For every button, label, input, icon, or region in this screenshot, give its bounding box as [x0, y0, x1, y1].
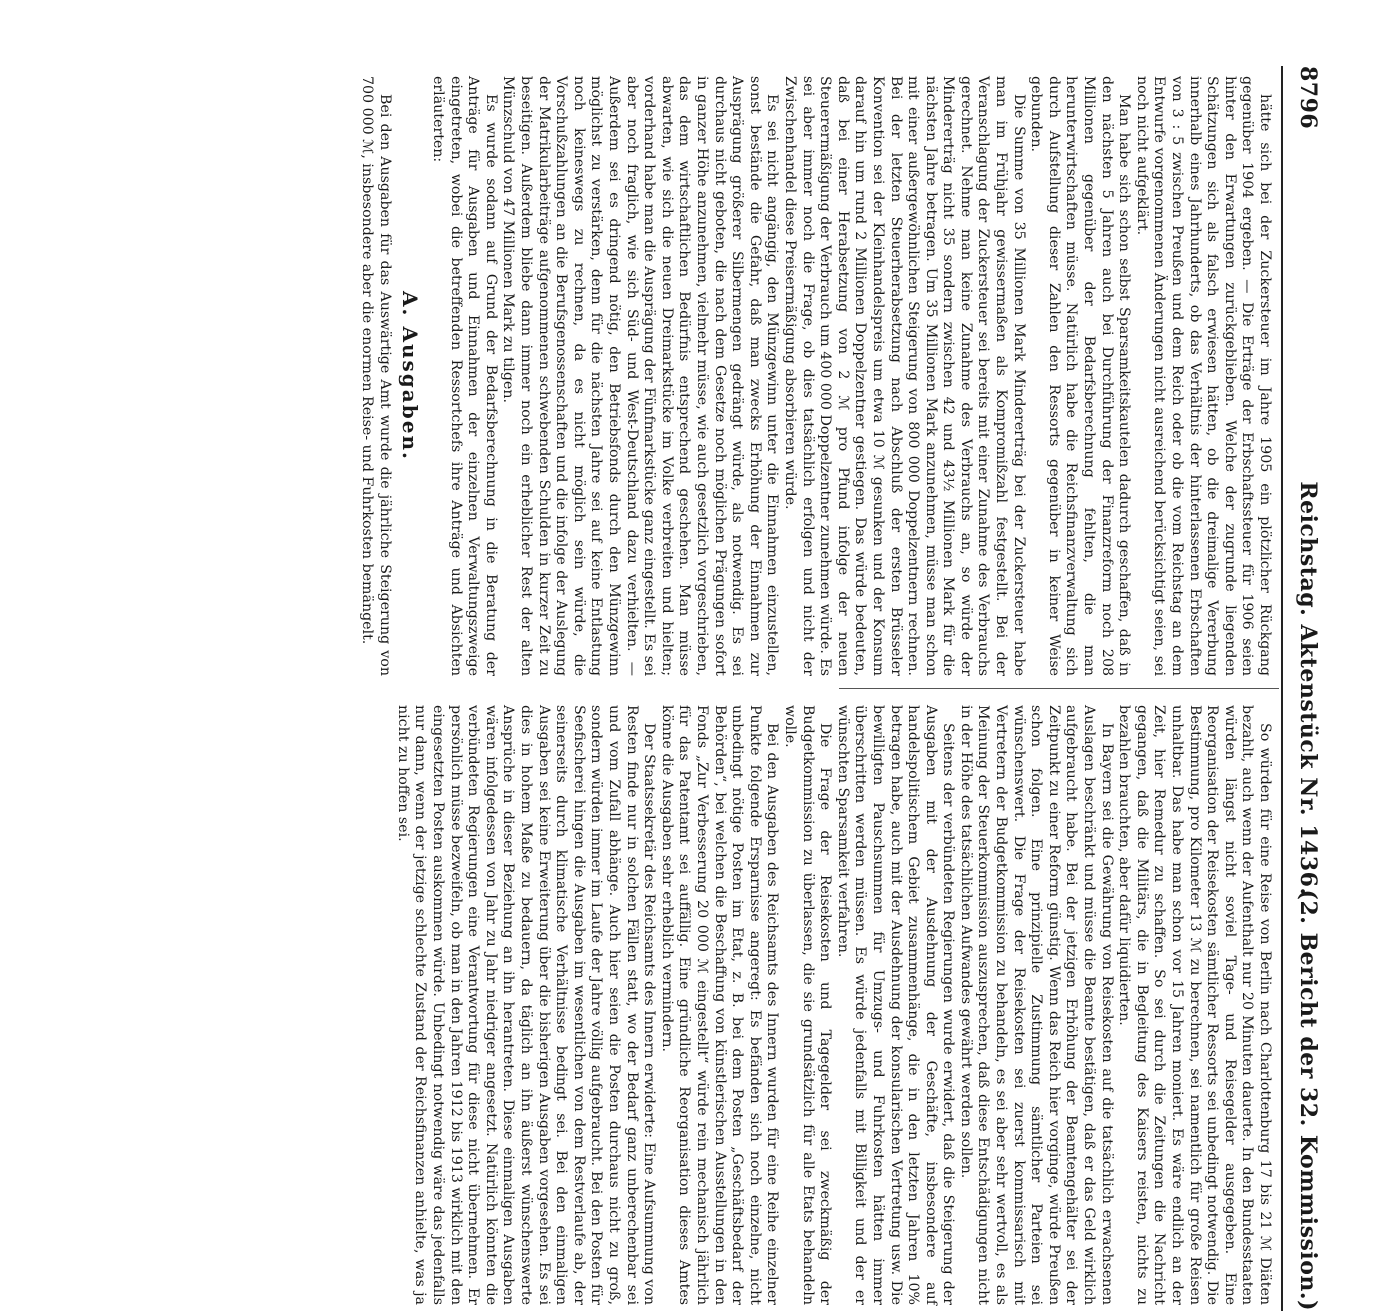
paragraph: In Bayern sei die Gewährung von Reisekosten auf die tatsächlich erwachsenen Auslagen beschränkt und müsse die Beamte bestätigen, daß er das Geld wirklich aufgebraucht habe. Bei der jetzigen Erhöhung der Beamtengehälter sei der Zeitpunkt zu einer Reform günstig. Wenn das Reich hier vorginge, würde Preußen schon folgen. Eine prinzipielle Zustimmung sämtlicher Parteien sei wünschenswert. Die Frage der Reisekosten sei zuerst kommissarisch mit Vertretern der Budgetkommission zu behandeln, es sei aber sehr wertvoll, es als Meinung der Steuerkommission auszusprechen, daß diese Entschädigungen nicht in der Höhe des tatsächlichen Aufwandes gewährt werden sollen. — [957, 705, 1115, 1305]
paragraph: Seitens der verbündeten Regierungen wurde erwidert, daß die Steigerung der Ausgaben mit der Ausdehnung der Geschäfte, insbesondere auf handelspolitischem Gebiet zusammenhänge, die in den letzten Jahren 10% betragen habe, auch mit der Ausdehnung der konsularischen Vertretung usw. Die bewilligten Pauschsummen für Umzugs- und Fuhrkosten hätten immer überschritten werden müssen. Es würde jedenfalls mit Billigkeit und der er wünschten Sparsamkeit verfahren. — [834, 705, 957, 1305]
paragraph: hätte sich bei der Zuckersteuer im Jahre 1905 ein plötzlicher Rückgang gegenüber 1904 ergeben. — Die Erträge der Erbschaftssteuer für 1906 seien hinter den Erwartungen zurückgeblieben. Welche der zugrunde liegenden Schätzungen sich als falsch erwiesen hätten, ob die dreimalige Vererbung innerhalb eines Jahrhunderts, ob das Verhältnis der hinterlassenen Erbschaften von 3 : 5 zwischen Preußen und dem Reich oder ob die vom Reichstag an dem Entwurfe vorgenommenen Änderungen nicht ausreichend berücksichtigt seien, sei noch nicht aufgeklärt. — [1133, 76, 1273, 676]
header-report-title: (2. Bericht der 32. Kommission.) — [1295, 889, 1321, 1311]
left-column — [358, 76, 1273, 676]
column-divider — [839, 688, 1279, 689]
section-heading: A. Ausgaben. — [398, 291, 423, 461]
paragraph: Man habe sich schon selbst Sparsamkeitskautelen dadurch geschaffen, daß in den nächsten 5 Jahren auch bei Durchführung der Finanzreform noch 208 Millionen gegenüber der Bedarfsberechnung fehlten, die man herunterwirtschaften müsse. Natürlich habe die Reichsfinanzverwaltung sich durch Aufstellung dieser Zahlen den Ressorts gegenüber in keiner Weise gebunden. — [1028, 76, 1133, 676]
paragraph: Der Staatssekretär des Reichsamts des Innern erwiderte: Eine Aufsummung von Resten finde nur in solchen Fällen statt, wo der Bedarf ganz unberechenbar sei und vom Zufall abhänge. Auch hier seien die Posten durchaus nicht zu groß, sondern würden immer im Laufe der Jahre völlig aufgebraucht. Bei den Posten für Seefischerei hingen die Ausgaben im wesentlichen von dem Restverlaufe ab, der seinerseits durch klimatische Verhältnisse bedingt sei. Bei den einmaligen Ausgaben sei keine Erweiterung über die bisherigen Ausgaben vorgesehen. Es sei dies in hohem Maße zu bedauern, da täglich an ihn äußerst wünschenswerte Ansprüche in dieser Beziehung an ihn herantreten. Diese einmaligen Ausgaben wären infolgedessen von Jahr zu Jahr niedriger angesetzt. Natürlich könnten die verbündeten Regierungen eine Verantwortung für diese nicht übernehmen. Er persönlich müsse bezweifeln, ob man in den Jahren 1912 bis 1913 wirklich mit den eingesetzten Posten auskommen würde. Unbedingt notwendig wäre das jedenfalls nur dann, wenn der jetzige schlechte Zustand der Reichsfinanzen anhielte, was ja nicht zu hoffen sei. — [394, 705, 658, 1305]
header-title: Reichstag. Aktenstück Nr. 1436. — [1295, 481, 1321, 896]
page-number: 8796 — [1295, 66, 1321, 130]
paragraph: Bei den Ausgaben für das Auswärtige Amt wurde die jährliche Steigerung von 700 000 ℳ, insbesondere aber die enormen Reise- und Fuhrkosten bemängelt. — [359, 76, 393, 676]
page-header — [1287, 66, 1327, 1311]
paragraph: Es wurde sodann auf Grund der Bedarfsberechnung in die Beratung der Anträge für Ausgaben und Einnahmen der einzelnen Verwaltungszweige eingetreten, wobei die betreffenden Ressortchefs ihre Anträge und Absichten erläuterten: — [430, 76, 499, 676]
paragraph: Die Summe von 35 Millionen Mark Mindererträg bei der Zuckersteuer habe man im Frühjahr gewissermaßen als Kompromißzahl festgestellt. Bei der Veranschlagung der Zuckersteuer sei bereits mit einer Zunahme des Verbrauchs gerechnet. Nehme man keine Zunahme des Verbrauchs an, so würde der Mindererträg nicht 35 sondern zwischen 42 und 43½ Millionen Mark für die nächsten Jahre betragen. Um 35 Millionen Mark anzunehmen, müsse man schon mit einer außergewöhnlichen Steigerung von 800 000 Doppelzentnern rechnen. Bei der letzten Steuerherabsetzung nach Abschluß der ersten Brüsseler Konvention sei der Kleinhandelspreis um etwa 10 ℳ gesunken und der Konsum darauf hin um rund 2 Millionen Doppelzentner gestiegen. Das würde bedeuten, daß bei einer Herabsetzung von 2 ℳ pro Pfund infolge der neuen Steuerermäßigung der Verbrauch um 400 000 Doppelzentner zunehmen würde. Es sei aber immer noch die Frage, ob dies tatsächlich erfolgen und nicht der Zwischenhandel diese Preisermäßigung absorbieren würde. — [781, 76, 1027, 676]
header-rule — [1281, 66, 1283, 1311]
right-column — [393, 705, 1273, 1305]
paragraph: So würden für eine Reise von Berlin nach Charlottenburg 17 bis 21 ℳ Diäten bezahlt, auch wenn der Aufenthalt nur 20 Minuten dauerte. In den Bundesstaaten würden längst nicht soviel Tage- und Reisegelder ausgegeben. Eine Reorganisation der Reisekosten sämtlicher Ressorts sei unbedingt notwendig. Die Bestimmung, pro Kilometer 13 ℳ zu berechnen, sei namentlich für große Reisen unhaltbar. Das habe man schon vor 15 Jahren moniert. Es wäre endlich an der Zeit, hier Remedur zu schaffen. So sei durch die Zeitungen die Nachricht gegangen, daß die Militärs, die in Begleitung des Kaisers reisten, nichts zu bezahlen brauchten, aber dafür liquidierten. — [1116, 705, 1273, 1305]
paragraph: Die Frage der Reisekosten und Tagegelder sei zweckmäßig der Budgetkommission zu überlassen, die sie grundsätzlich für alle Etats behandeln wolle. — [781, 705, 834, 1305]
paragraph: Bei den Ausgaben des Reichsamts des Innern wurden für eine Reihe einzelner Punkte folgende Ersparnisse angeregt: Es befänden sich noch einzelne, nicht unbedingt nötige Posten im Etat, z. B. bei dem Posten „Geschäftsbedarf der Behörden“, bei welchen die Beschaffung von künstlerischen Ausstellungen in den Fonds „Zur Verbesserung 20 000 ℳ eingestellt“ würde rein mechanisch jährlich für das Patentamt sei auffällig. Eine gründliche Reorganisation dieses Amtes könne die Ausgaben sehr erheblich vermindern. — [658, 705, 781, 1305]
paragraph: Es sei nicht angängig, den Münzgewinn unter die Einnahmen einzustellen, sonst bestände die Gefahr, daß man zwecks Erhöhung der Einnahmen zur Ausprägung größerer Silbermengen gedrängt würde, als notwendig. Es sei durchaus nicht geboten, die nach dem Gesetze noch möglichen Prägungen sofort in ganzer Höhe anzunehmen, vielmehr müsse, wie auch gesetzlich vorgeschrieben, das dem wirtschaftlichen Bedürfnis entsprechend geschehen. Man müsse abwarten, wie sich die neuen Dreimarkstücke im Volke verbreiten und hielten; vorderhand habe man die Ausprägung der Fünfmarkstücke ganz eingestellt. Es sei aber noch fraglich, wie sich Süd- und West-Deutschland dazu verhielten. — Außerdem sei es dringend nötig, den Betriebsfonds durch den Münzgewinn möglichst zu verstärken, denn für die nächsten Jahre sei auf keine Entlastung noch keineswegs zu rechnen, da es nicht möglich sein würde, die Vorschußzahlungen an die Berufsgenossenschaften und die infolge der Auslegung der Matrikularbeiträge aufgenommenen schwebenden Schulden in kurzer Zeit zu beseitigen. Außerdem bliebe dann immer noch ein erheblicher Rest der alten Münzschuld von 47 Millionen Mark zu tilgen. — [500, 76, 781, 676]
